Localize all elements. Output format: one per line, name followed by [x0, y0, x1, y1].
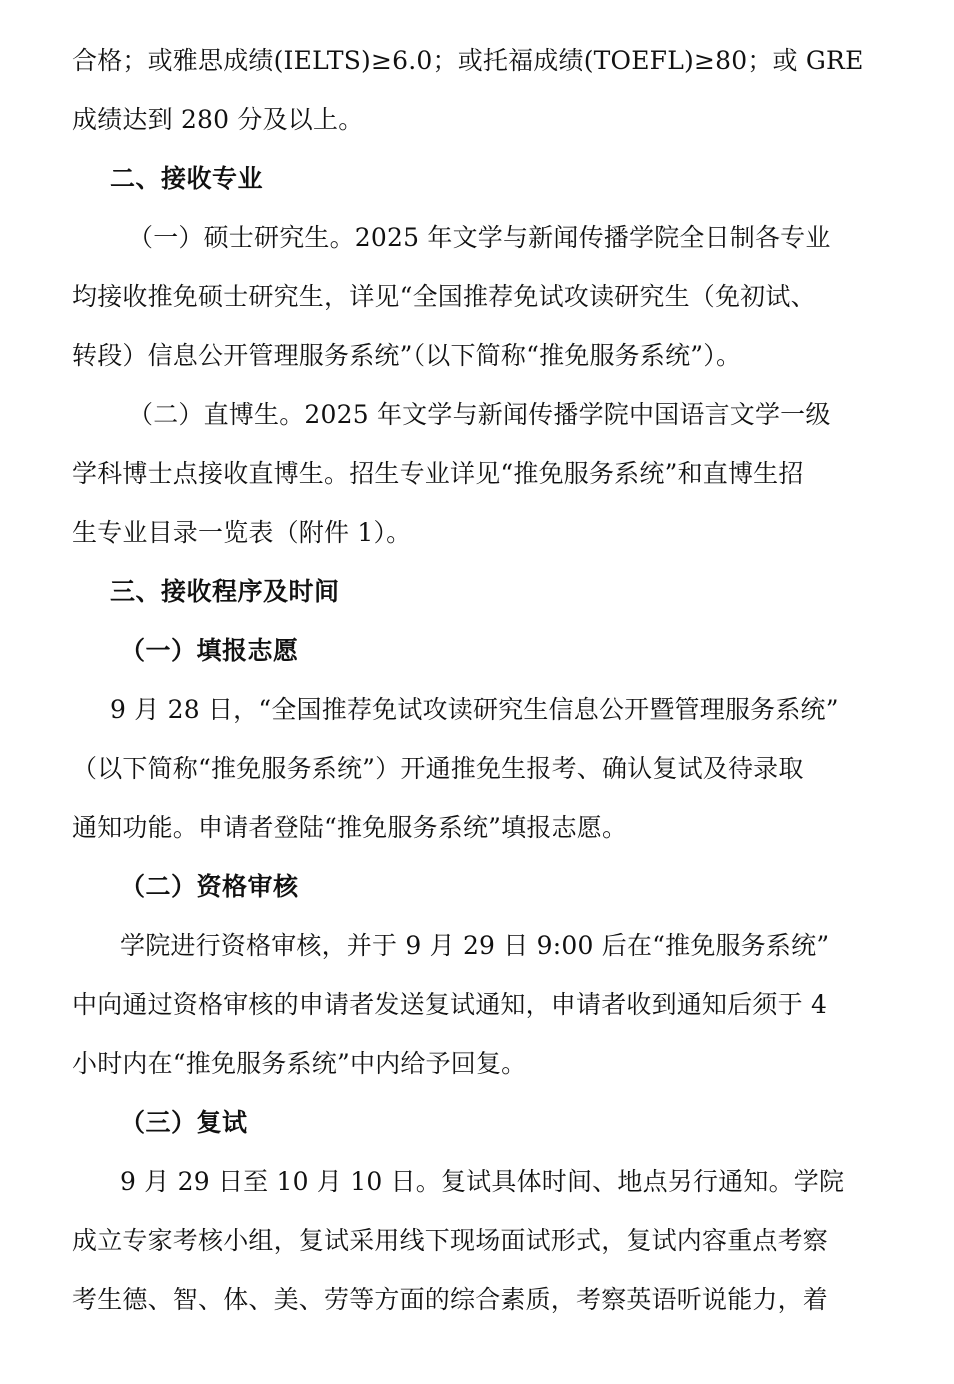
- paragraph-line: 通知功能。申请者登陆“推免服务系统”填报志愿。: [72, 813, 628, 842]
- paragraph-line: 成绩达到 280 分及以上。: [72, 105, 364, 134]
- section-heading: 三、接收程序及时间: [110, 577, 340, 606]
- paragraph-line: 生专业目录一览表（附件 1）。: [72, 518, 412, 547]
- subsection-heading: （三）复试: [120, 1108, 248, 1137]
- paragraph-line: 9 月 29 日至 10 月 10 日。复试具体时间、地点另行通知。学院: [120, 1167, 845, 1196]
- paragraph-line: （二）直博生。2025 年文学与新闻传播学院中国语言文学一级: [128, 400, 831, 429]
- paragraph-line: 中向通过资格审核的申请者发送复试通知，申请者收到通知后须于 4: [72, 990, 828, 1019]
- paragraph-line: 合格；或雅思成绩(IELTS)≥6.0；或托福成绩(TOEFL)≥80；或 GRE: [72, 46, 864, 75]
- paragraph-line: 学科博士点接收直博生。招生专业详见“推免服务系统”和直博生招: [72, 459, 804, 488]
- subsection-heading: （二）资格审核: [120, 872, 299, 901]
- paragraph-line: 均接收推免硕士研究生，详见“全国推荐免试攻读研究生（免初试、: [72, 282, 816, 311]
- paragraph-line: 转段）信息公开管理服务系统”（以下简称“推免服务系统”）。: [72, 341, 742, 370]
- paragraph-line: 9 月 28 日，“全国推荐免试攻读研究生信息公开暨管理服务系统”: [110, 695, 839, 724]
- paragraph-line: 成立专家考核小组，复试采用线下现场面试形式，复试内容重点考察: [72, 1226, 829, 1255]
- paragraph-line: 学院进行资格审核，并于 9 月 29 日 9:00 后在“推免服务系统”: [120, 931, 830, 960]
- paragraph-line: （一）硕士研究生。2025 年文学与新闻传播学院全日制各专业: [128, 223, 831, 252]
- paragraph-line: 小时内在“推免服务系统”中内给予回复。: [72, 1049, 527, 1078]
- paragraph-line: 考生德、智、体、美、劳等方面的综合素质，考察英语听说能力，着: [72, 1285, 829, 1314]
- subsection-heading: （一）填报志愿: [120, 636, 299, 665]
- section-heading: 二、接收专业: [110, 164, 264, 193]
- paragraph-line: （以下简称“推免服务系统”）开通推免生报考、确认复试及待录取: [72, 754, 804, 783]
